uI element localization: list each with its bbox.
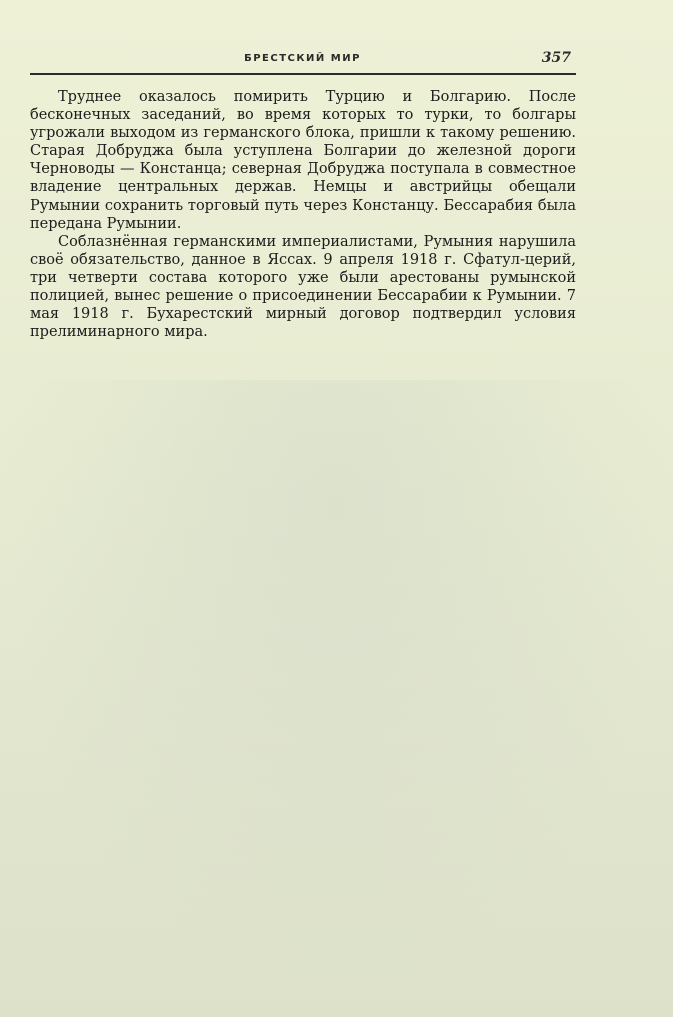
running-head: БРЕСТСКИЙ МИР <box>244 53 361 64</box>
header-rule <box>30 73 576 75</box>
page-header <box>30 50 575 70</box>
paragraph: Соблазнённая германскими империалистами, Румыния нарушила своё обязательство, данное в Яссах. 9 апреля 1918 г. Сфатул-церий, три четверти состава которого уже были арестованы румынской полицией, вынес решение о присоединении Бессарабии к Румынии. 7 мая 1918 г. Бухарестский мирный договор подтвердил условия прелиминарного мира. <box>30 233 576 341</box>
body-text <box>30 88 576 341</box>
page-number: 357 <box>541 50 571 66</box>
paragraph: Труднее оказалось помирить Турцию и Болгарию. После бесконечных заседаний, во время которых то турки, то болгары угрожали выходом из германского блока, пришли к такому решению. Старая Добруджа была уступлена Болгарии до железной дороги Черноводы — Констанца; северная Добруджа поступала в совместное владение центральных держав. Немцы и австрийцы обещали Румынии сохранить торговый путь через Констанцу. Бессарабия была передана Румынии. <box>30 89 576 232</box>
